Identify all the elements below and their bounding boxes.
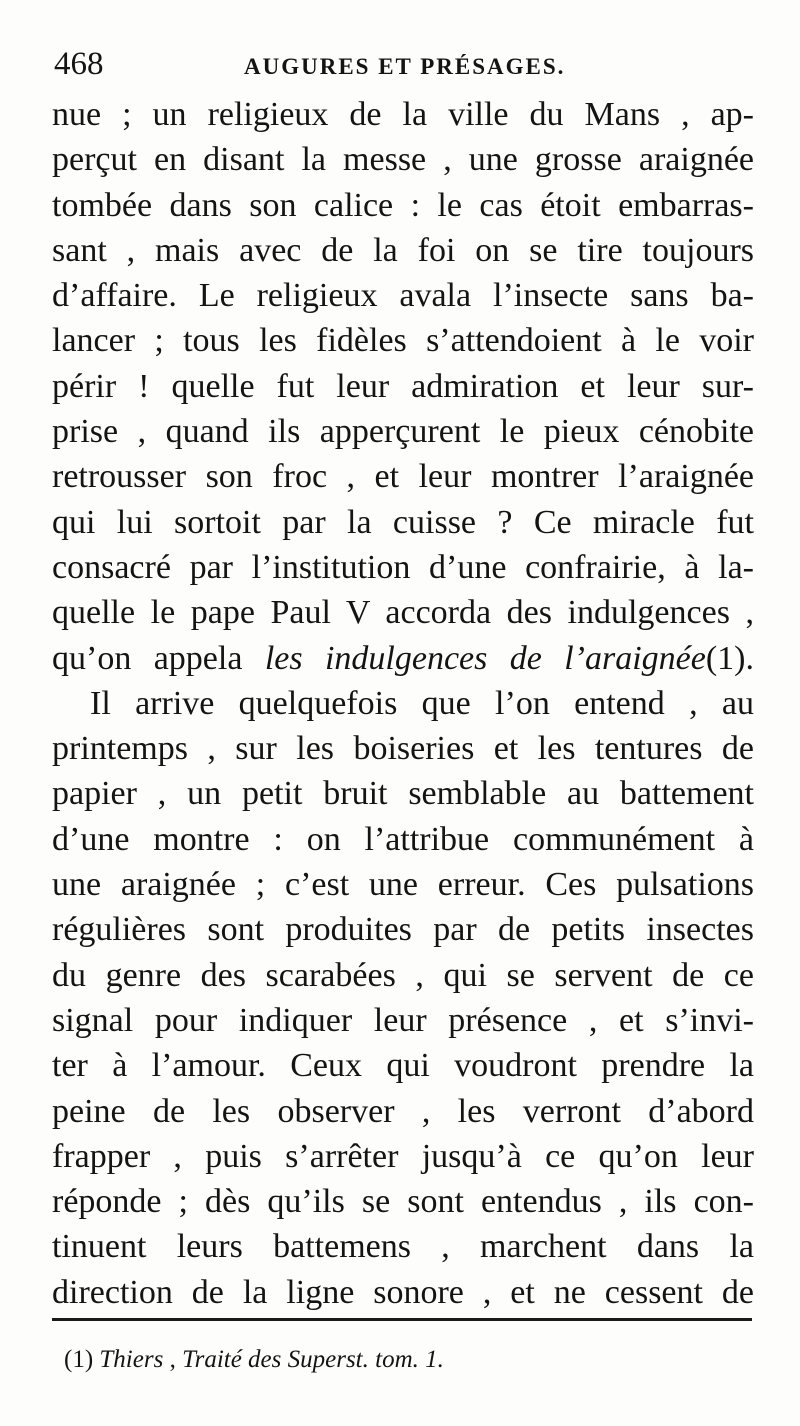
text-line-23: peine de les observer , les verront d’abord <box>52 1092 754 1130</box>
text-line-14: Il arrive quelquefois que l’on entend , au <box>90 684 754 722</box>
italic-phrase: les indulgences de l’araignée <box>264 639 706 677</box>
footnote-separator: , <box>163 1346 183 1373</box>
page-header <box>54 40 754 90</box>
text-line-7: périr ! quelle fut leur admiration et leur sur- <box>52 367 754 405</box>
text-line-8: prise , quand ils apperçurent le pieux cénobite <box>52 413 754 451</box>
text-line-10: qui lui sortoit par la cuisse ? Ce miracle fut <box>52 503 754 541</box>
footnote-author: Thiers <box>99 1346 164 1373</box>
text-line-6: lancer ; tous les fidèles s’attendoient à le voir <box>52 322 754 360</box>
footnote-rule <box>52 1318 752 1321</box>
text-line-15: printemps , sur les boiseries et les tentures de <box>52 730 754 768</box>
text-line-16: papier , un petit bruit semblable au battement <box>52 775 754 813</box>
text-line-13 <box>52 636 754 681</box>
text-line-3: tombée dans son calice : le cas étoit embarras- <box>52 186 754 224</box>
text-line-17: d’une montre : on l’attribue communément à <box>52 820 754 858</box>
text-line-9: retrousser son froc , et leur montrer l’araignée <box>52 458 754 496</box>
text-line-18: une araignée ; c’est une erreur. Ces pulsations <box>52 866 754 904</box>
text-line-25: réponde ; dès qu’ils se sont entendus , ils con- <box>52 1183 754 1221</box>
running-title: AUGURES ET PRÉSAGES. <box>244 54 566 79</box>
text-line-26: tinuent leurs battemens , marchent dans la <box>52 1228 754 1266</box>
text-line-1: nue ; un religieux de la ville du Mans , ap- <box>52 96 754 133</box>
text-line-4: sant , mais avec de la foi on se tire toujours <box>52 231 754 269</box>
line-13-start: qu’on appela <box>52 639 265 677</box>
text-line-11: consacré par l’institution d’une confrairie, à la- <box>52 548 754 586</box>
text-line-22: ter à l’amour. Ceux qui voudront prendre la <box>52 1047 754 1085</box>
page-number: 468 <box>54 46 104 82</box>
footnote <box>64 1346 444 1374</box>
text-line-2: perçut en disant la messe , une grosse araignée <box>52 141 754 179</box>
text-line-27: direction de la ligne sonore , et ne cessent de <box>52 1273 754 1311</box>
text-line-19: régulières sont produites par de petits insectes <box>52 911 754 949</box>
text-line-21: signal pour indiquer leur présence , et s’invi- <box>52 1001 754 1039</box>
footnote-volume: tom. 1. <box>375 1346 444 1373</box>
text-line-5: d’affaire. Le religieux avala l’insecte sans ba- <box>52 277 754 315</box>
footnote-marker: (1) <box>64 1346 94 1373</box>
footnote-title: Traité des Superst. <box>182 1346 369 1373</box>
footnote-reference: (1). <box>705 639 754 677</box>
body-text <box>52 92 754 1315</box>
text-line-12: quelle le pape Paul V accorda des indulgences , <box>52 594 754 632</box>
text-line-24: frapper , puis s’arrêter jusqu’à ce qu’on leur <box>52 1137 754 1175</box>
text-line-20: du genre des scarabées , qui se servent de ce <box>52 956 754 994</box>
